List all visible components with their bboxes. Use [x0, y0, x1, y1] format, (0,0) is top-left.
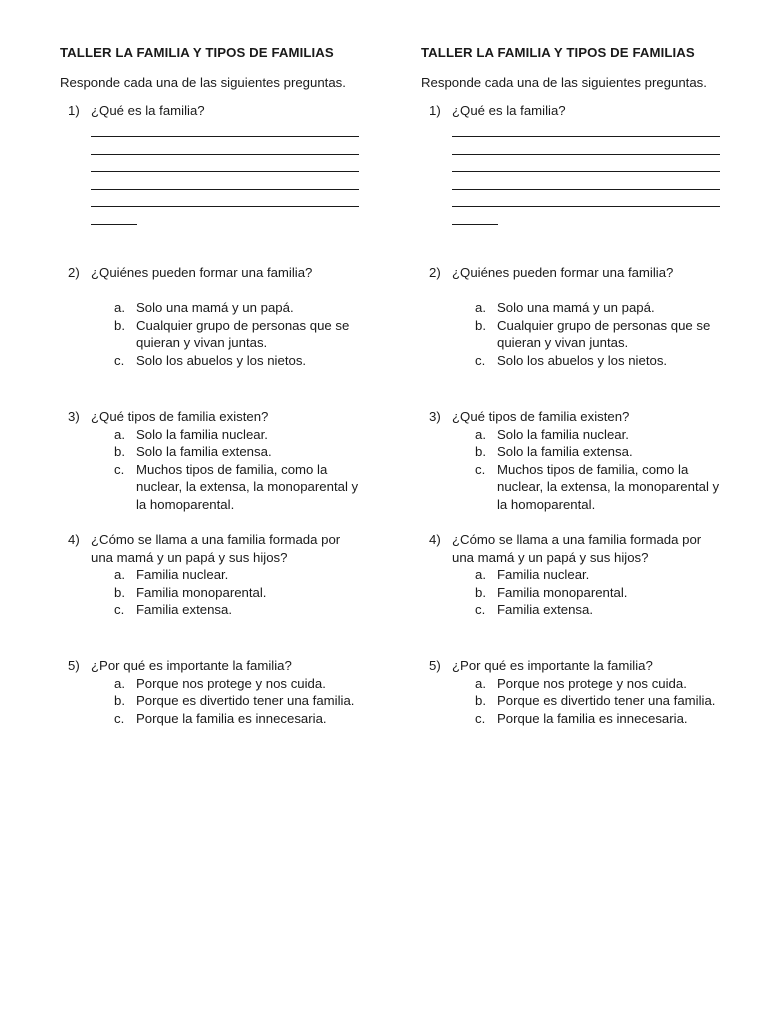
question-number: 3)	[429, 409, 441, 424]
question-5	[60, 657, 360, 727]
option-text: Porque la familia es innecesaria.	[497, 710, 688, 726]
option-letter: a.	[475, 567, 486, 582]
question-text: ¿Qué tipos de familia existen?	[91, 409, 269, 424]
question-5	[421, 657, 721, 727]
question-number: 3)	[68, 409, 80, 424]
option-letter: b.	[475, 444, 486, 459]
answer-option[interactable]	[114, 443, 366, 461]
option-letter: b.	[114, 693, 125, 708]
question-text: ¿Cómo se llama a una familia formada por una mamá y un papá y sus hijos?	[91, 532, 341, 565]
question-2	[421, 264, 721, 369]
answer-line[interactable]	[91, 120, 359, 138]
option-text: Porque es divertido tener una familia.	[497, 693, 716, 708]
option-text: Solo los abuelos y los nietos.	[136, 352, 307, 368]
option-text: Solo la familia nuclear.	[497, 426, 629, 442]
answer-option[interactable]	[475, 566, 727, 584]
question-4	[60, 531, 360, 619]
question-text: ¿Por qué es importante la familia?	[91, 658, 292, 673]
question-number: 4)	[429, 532, 441, 547]
option-text: Porque nos protege y nos cuida.	[136, 675, 326, 691]
option-letter: c.	[475, 710, 486, 726]
question-text: ¿Cómo se llama a una familia formada por una mamá y un papá y sus hijos?	[452, 532, 702, 565]
worksheet-title: TALLER LA FAMILIA Y TIPOS DE FAMILIAS	[60, 45, 334, 60]
option-letter: a.	[475, 426, 486, 442]
question-text: ¿Qué es la familia?	[452, 103, 566, 118]
worksheet-title: TALLER LA FAMILIA Y TIPOS DE FAMILIAS	[421, 45, 695, 60]
answer-option[interactable]	[114, 317, 366, 352]
option-text: Porque es divertido tener una familia.	[136, 693, 355, 708]
answer-option[interactable]	[114, 675, 366, 693]
answer-option[interactable]	[475, 317, 727, 352]
answer-option[interactable]	[114, 299, 366, 317]
question-text: ¿Qué tipos de familia existen?	[452, 409, 630, 424]
option-letter: c.	[114, 710, 125, 726]
answer-option[interactable]	[475, 710, 727, 728]
answer-option[interactable]	[475, 584, 727, 602]
question-number: 4)	[68, 532, 80, 547]
question-3	[421, 408, 721, 513]
answer-line[interactable]	[91, 137, 359, 155]
answer-option[interactable]	[114, 692, 366, 710]
option-text: Familia monoparental.	[497, 584, 628, 600]
question-number: 2)	[68, 265, 80, 280]
answer-line[interactable]	[91, 190, 359, 208]
answer-line[interactable]	[452, 120, 720, 138]
question-number: 1)	[429, 103, 441, 118]
question-number: 1)	[68, 103, 80, 118]
answer-option[interactable]	[114, 461, 366, 514]
question-text: ¿Qué es la familia?	[91, 103, 205, 118]
option-text: Solo la familia extensa.	[497, 444, 633, 459]
option-letter: b.	[114, 444, 125, 459]
question-number: 2)	[429, 265, 441, 280]
answer-option[interactable]	[114, 584, 366, 602]
option-letter: a.	[475, 675, 486, 691]
question-1	[421, 102, 721, 225]
question-number: 5)	[68, 658, 80, 673]
answer-option[interactable]	[475, 426, 727, 444]
answer-option[interactable]	[114, 710, 366, 728]
instructions: Responde cada una de las siguientes preguntas.	[60, 75, 346, 90]
answer-line[interactable]	[91, 172, 359, 190]
option-text: Solo los abuelos y los nietos.	[497, 352, 668, 368]
question-2	[60, 264, 360, 369]
answer-option[interactable]	[475, 601, 727, 619]
option-text: Familia nuclear.	[136, 567, 229, 582]
option-text: Solo una mamá y un papá.	[136, 300, 294, 315]
option-letter: c.	[114, 461, 125, 477]
option-letter: b.	[475, 584, 486, 600]
option-text: Muchos tipos de familia, como la nuclear, la extensa, la monoparental y la homoparental.	[136, 461, 359, 512]
answer-line[interactable]	[452, 190, 720, 208]
answer-option[interactable]	[114, 352, 366, 370]
option-letter: b.	[114, 317, 125, 333]
question-4	[421, 531, 721, 619]
option-text: Solo la familia nuclear.	[136, 426, 268, 442]
question-3	[60, 408, 360, 513]
answer-line[interactable]	[91, 207, 137, 225]
question-text: ¿Quiénes pueden formar una familia?	[91, 265, 313, 280]
option-letter: b.	[475, 693, 486, 708]
question-1	[60, 102, 360, 225]
option-letter: c.	[114, 602, 125, 617]
question-text: ¿Por qué es importante la familia?	[452, 658, 653, 673]
option-text: Solo una mamá y un papá.	[497, 300, 655, 315]
option-letter: c.	[114, 352, 125, 368]
answer-option[interactable]	[475, 299, 727, 317]
answer-option[interactable]	[475, 692, 727, 710]
answer-line[interactable]	[91, 155, 359, 173]
option-text: Porque nos protege y nos cuida.	[497, 675, 687, 691]
option-text: Muchos tipos de familia, como la nuclear, la extensa, la monoparental y la homoparental.	[497, 461, 720, 512]
answer-option[interactable]	[114, 601, 366, 619]
answer-line[interactable]	[452, 172, 720, 190]
option-text: Solo la familia extensa.	[136, 444, 272, 459]
answer-option[interactable]	[475, 352, 727, 370]
option-letter: a.	[114, 300, 125, 315]
answer-option[interactable]	[475, 443, 727, 461]
option-letter: a.	[475, 300, 486, 315]
option-text: Cualquier grupo de personas que se quieran y vivan juntas.	[136, 317, 350, 350]
option-letter: b.	[475, 317, 486, 333]
answer-option[interactable]	[114, 426, 366, 444]
answer-line[interactable]	[452, 137, 720, 155]
option-text: Familia monoparental.	[136, 584, 267, 600]
answer-option[interactable]	[114, 566, 366, 584]
question-text: ¿Quiénes pueden formar una familia?	[452, 265, 674, 280]
option-letter: c.	[475, 352, 486, 368]
option-letter: c.	[475, 602, 486, 617]
answer-option[interactable]	[475, 461, 727, 514]
option-text: Familia extensa.	[497, 602, 594, 617]
option-text: Cualquier grupo de personas que se quieran y vivan juntas.	[497, 317, 711, 350]
answer-line[interactable]	[452, 155, 720, 173]
answer-line[interactable]	[452, 207, 498, 225]
answer-option[interactable]	[475, 675, 727, 693]
option-text: Porque la familia es innecesaria.	[136, 710, 327, 726]
option-letter: a.	[114, 426, 125, 442]
option-text: Familia nuclear.	[497, 567, 590, 582]
option-letter: c.	[475, 461, 486, 477]
instructions: Responde cada una de las siguientes preguntas.	[421, 75, 707, 90]
option-letter: a.	[114, 567, 125, 582]
option-letter: a.	[114, 675, 125, 691]
question-number: 5)	[429, 658, 441, 673]
option-letter: b.	[114, 584, 125, 600]
option-text: Familia extensa.	[136, 602, 233, 617]
